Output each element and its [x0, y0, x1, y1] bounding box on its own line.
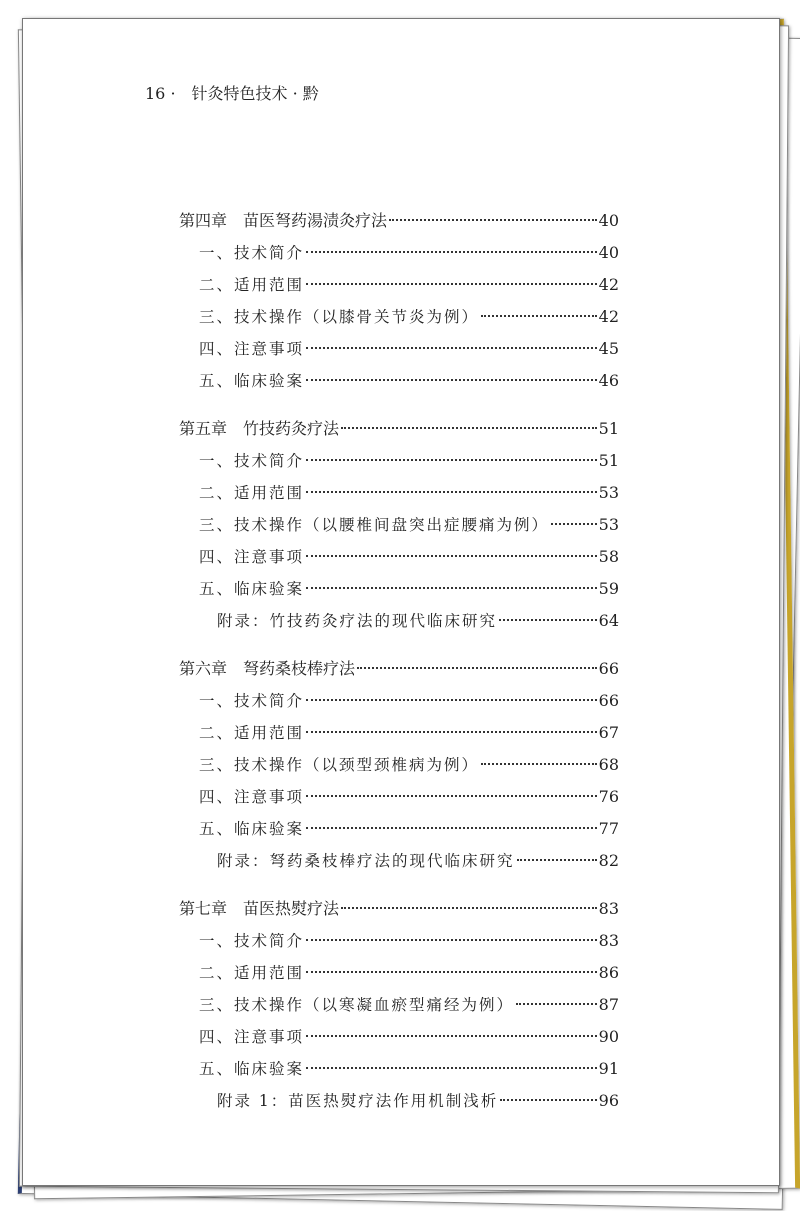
dot-leader: [306, 1035, 597, 1037]
entry-title: 四、注意事项: [199, 788, 305, 806]
toc-appendix[interactable]: [179, 845, 619, 877]
dot-leader: [306, 459, 597, 461]
dot-leader: [306, 1067, 597, 1069]
entry-page: 87: [598, 995, 619, 1014]
entry-page: 42: [598, 275, 619, 294]
entry-page: 66: [598, 659, 619, 678]
dot-leader: [306, 347, 597, 349]
entry-page: 53: [598, 483, 619, 502]
dot-leader: [306, 795, 597, 797]
dot-leader: [306, 491, 597, 493]
dot-leader: [306, 827, 597, 829]
toc-section[interactable]: [179, 333, 619, 365]
entry-page: 96: [598, 1091, 619, 1110]
entry-title: 四、注意事项: [199, 340, 305, 358]
entry-title: 五、临床验案: [199, 372, 305, 390]
entry-page: 45: [598, 339, 619, 358]
entry-title: 一、技术简介: [199, 932, 305, 950]
entry-title: 四、注意事项: [199, 548, 305, 566]
dot-leader: [306, 379, 597, 381]
entry-page: 46: [598, 371, 619, 390]
dot-leader: [481, 315, 597, 317]
spacer: [179, 637, 619, 653]
book-page: [22, 18, 780, 1186]
entry-title: 五、临床验案: [199, 1060, 305, 1078]
dot-leader: [551, 523, 597, 525]
entry-title: 第四章 苗医弩药湯渍灸疗法: [179, 211, 388, 230]
entry-title: 三、技术操作（以腰椎间盘突出症腰痛为例）: [199, 516, 550, 534]
dot-leader: [341, 427, 597, 429]
entry-title: 二、适用范围: [199, 276, 305, 294]
entry-page: 53: [598, 515, 619, 534]
toc-section[interactable]: [179, 989, 619, 1021]
entry-title: 第七章 苗医热熨疗法: [179, 899, 340, 918]
page-number: 16: [145, 84, 166, 103]
toc-section[interactable]: [179, 749, 619, 781]
book-title: · 针灸特色技术 · 黔: [170, 84, 319, 103]
toc-chapter[interactable]: [179, 205, 619, 237]
entry-title: 二、适用范围: [199, 964, 305, 982]
entry-title: 五、临床验案: [199, 580, 305, 598]
toc-section[interactable]: [179, 445, 619, 477]
entry-title: 一、技术简介: [199, 692, 305, 710]
entry-page: 90: [598, 1027, 619, 1046]
entry-title: 一、技术简介: [199, 244, 305, 262]
entry-page: 83: [598, 931, 619, 950]
toc-section[interactable]: [179, 509, 619, 541]
toc-chapter[interactable]: [179, 413, 619, 445]
entry-page: 58: [598, 547, 619, 566]
entry-page: 68: [598, 755, 619, 774]
dot-leader: [306, 587, 597, 589]
running-header: [145, 81, 319, 104]
dot-leader: [306, 283, 597, 285]
entry-title: 二、适用范围: [199, 484, 305, 502]
entry-page: 77: [598, 819, 619, 838]
dot-leader: [357, 667, 597, 669]
toc-chapter[interactable]: [179, 653, 619, 685]
entry-page: 76: [598, 787, 619, 806]
dot-leader: [389, 219, 597, 221]
toc-section[interactable]: [179, 477, 619, 509]
entry-page: 91: [598, 1059, 619, 1078]
dot-leader: [341, 907, 597, 909]
entry-title: 第六章 弩药桑枝棒疗法: [179, 659, 356, 678]
dot-leader: [500, 1099, 596, 1101]
entry-title: 附录 1：苗医热熨疗法作用机制浅析: [217, 1092, 499, 1110]
toc-section[interactable]: [179, 957, 619, 989]
dot-leader: [306, 971, 597, 973]
spacer: [179, 877, 619, 893]
toc-section[interactable]: [179, 301, 619, 333]
entry-title: 三、技术操作（以膝骨关节炎为例）: [199, 308, 480, 326]
entry-page: 67: [598, 723, 619, 742]
dot-leader: [306, 731, 597, 733]
entry-title: 一、技术简介: [199, 452, 305, 470]
dot-leader: [306, 251, 597, 253]
entry-page: 64: [598, 611, 619, 630]
entry-page: 82: [598, 851, 619, 870]
entry-page: 40: [598, 243, 619, 262]
dot-leader: [481, 763, 597, 765]
toc-section[interactable]: [179, 781, 619, 813]
toc-section[interactable]: [179, 237, 619, 269]
entry-page: 86: [598, 963, 619, 982]
toc-section[interactable]: [179, 541, 619, 573]
entry-page: 51: [598, 451, 619, 470]
toc-section[interactable]: [179, 813, 619, 845]
dot-leader: [306, 555, 597, 557]
entry-page: 59: [598, 579, 619, 598]
toc-section[interactable]: [179, 269, 619, 301]
toc-section[interactable]: [179, 1021, 619, 1053]
dot-leader: [517, 859, 597, 861]
entry-title: 二、适用范围: [199, 724, 305, 742]
entry-page: 40: [598, 211, 619, 230]
entry-title: 第五章 竹技药灸疗法: [179, 419, 340, 438]
toc-section[interactable]: [179, 717, 619, 749]
toc-appendix[interactable]: [179, 605, 619, 637]
entry-title: 三、技术操作（以颈型颈椎病为例）: [199, 756, 480, 774]
toc-appendix[interactable]: [179, 1085, 619, 1117]
toc-chapter[interactable]: [179, 893, 619, 925]
entry-page: 51: [598, 419, 619, 438]
entry-title: 四、注意事项: [199, 1028, 305, 1046]
toc-section[interactable]: [179, 573, 619, 605]
entry-page: 83: [598, 899, 619, 918]
toc-section[interactable]: [179, 1053, 619, 1085]
dot-leader: [306, 939, 597, 941]
toc-section[interactable]: [179, 925, 619, 957]
entry-title: 五、临床验案: [199, 820, 305, 838]
dot-leader: [499, 619, 597, 621]
entry-page: 42: [598, 307, 619, 326]
dot-leader: [306, 699, 597, 701]
entry-page: 66: [598, 691, 619, 710]
entry-title: 附录：弩药桑枝棒疗法的现代临床研究: [217, 852, 515, 870]
entry-title: 三、技术操作（以寒凝血瘀型痛经为例）: [199, 996, 515, 1014]
toc-section[interactable]: [179, 365, 619, 397]
dot-leader: [516, 1003, 597, 1005]
entry-title: 附录：竹技药灸疗法的现代临床研究: [217, 612, 498, 630]
toc-section[interactable]: [179, 685, 619, 717]
spacer: [179, 397, 619, 413]
table-of-contents: [179, 205, 619, 1117]
